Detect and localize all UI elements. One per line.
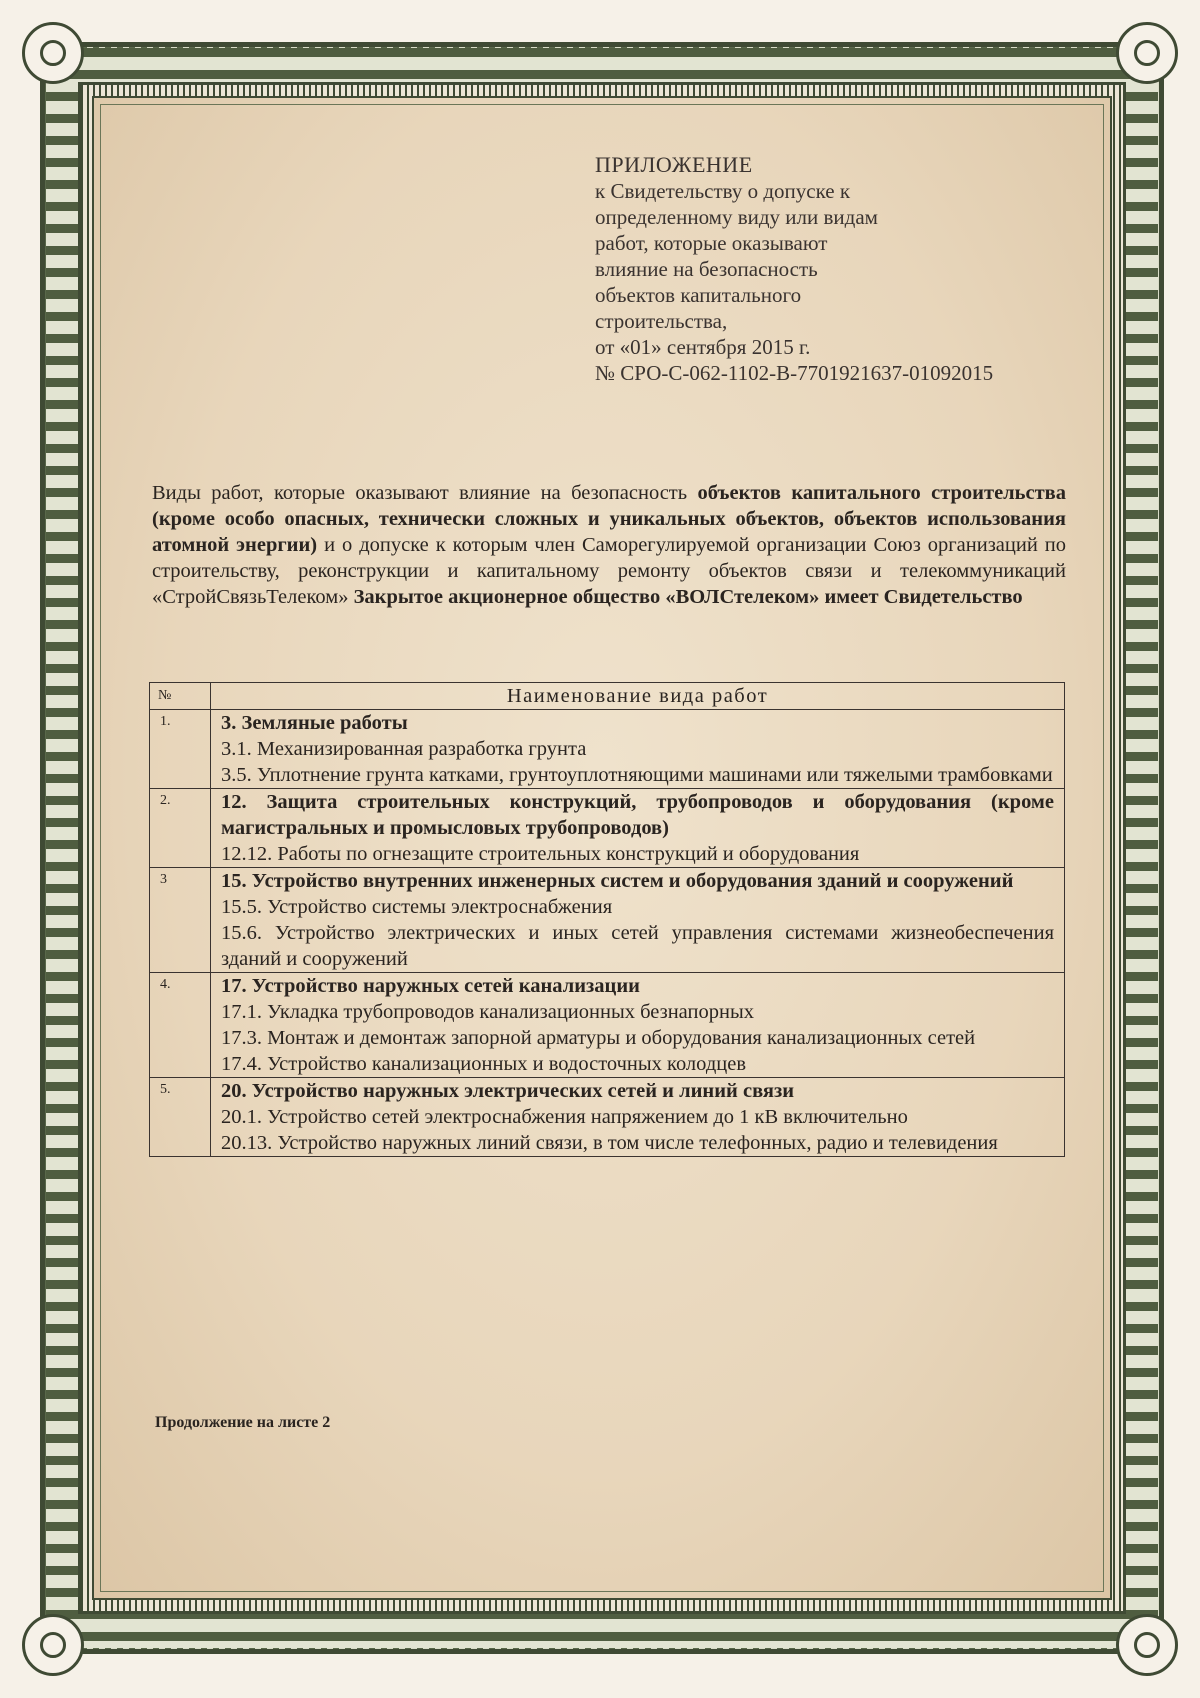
work-item: 3.1. Механизированная разработка грунта (221, 738, 587, 760)
appendix-line: к Свидетельству о допуске к (595, 179, 851, 203)
appendix-certificate-number: № СРО-С-062-1102-В-7701921637-01092015 (595, 361, 994, 385)
work-group-title: 17. Устройство наружных сетей канализации (221, 975, 640, 997)
intro-paragraph (152, 480, 1066, 610)
work-item: 15.5. Устройство системы электроснабжения (221, 896, 613, 918)
corner-ornament-icon (1116, 1614, 1178, 1676)
table-row (150, 710, 1065, 789)
row-number: 3 (150, 868, 211, 973)
intro-text: Виды работ, которые оказывают влияние на безопасность (152, 481, 698, 504)
work-item: 3.5. Уплотнение грунта катками, грунтоуплотняющими машинами или тяжелыми трамбовками (221, 764, 1053, 786)
work-item: 15.6. Устройство электрических и иных сетей управления системами жизнеобеспечения зданий и сооружений (221, 922, 1054, 970)
intro-text: и о допуске к которым член Саморегулируемой организации Союз организаций по строительству, реконструкции и капитальному ремонту объектов связи и телекоммуникаций «СтройСвязьТелеком» (152, 533, 1066, 608)
row-content (211, 710, 1065, 789)
row-content (211, 789, 1065, 868)
row-content (211, 973, 1065, 1078)
appendix-line: влияние на безопасность (595, 257, 818, 281)
intro-bold-text: объектов капитального строительства (кроме особо опасных, технически сложных и уникальных объектов, объектов использования атомной энергии) (152, 481, 1066, 556)
corner-ornament-icon (1116, 22, 1178, 84)
column-header-number: № (150, 683, 211, 710)
table-row (150, 1078, 1065, 1157)
appendix-line: от «01» сентября 2015 г. (595, 335, 811, 359)
appendix-title: ПРИЛОЖЕНИЕ (595, 152, 753, 177)
intro-company-text: Закрытое акционерное общество «ВОЛСтелеком» имеет Свидетельство (353, 585, 1023, 608)
row-number: 5. (150, 1078, 211, 1157)
corner-ornament-icon (22, 22, 84, 84)
table-row (150, 973, 1065, 1078)
work-item: 20.13. Устройство наружных линий связи, в том числе телефонных, радио и телевидения (221, 1132, 998, 1154)
work-item: 17.3. Монтаж и демонтаж запорной арматуры и оборудования канализационных сетей (221, 1027, 976, 1049)
work-group-title: 12. Защита строительных конструкций, трубопроводов и оборудования (кроме магистральных и промысловых трубопроводов) (221, 791, 1054, 839)
appendix-line: определенному виду или видам (595, 205, 878, 229)
document-content (100, 104, 1104, 1592)
row-number: 2. (150, 789, 211, 868)
appendix-header (595, 152, 1055, 386)
work-group-title: 20. Устройство наружных электрических сетей и линий связи (221, 1080, 795, 1102)
row-content (211, 1078, 1065, 1157)
work-item: 12.12. Работы по огнезащите строительных конструкций и оборудования (221, 843, 860, 865)
work-item: 17.1. Укладка трубопроводов канализационных безнапорных (221, 1001, 754, 1023)
work-item: 17.4. Устройство канализационных и водосточных колодцев (221, 1053, 746, 1075)
works-table (149, 682, 1065, 1157)
table-row (150, 868, 1065, 973)
table-row (150, 789, 1065, 868)
appendix-line: строительства, (595, 309, 728, 333)
column-header-name: Наименование вида работ (211, 683, 1065, 710)
row-number: 1. (150, 710, 211, 789)
appendix-line: объектов капитального (595, 283, 802, 307)
table-header-row (150, 683, 1065, 710)
work-item: 20.1. Устройство сетей электроснабжения напряжением до 1 кВ включительно (221, 1106, 908, 1128)
corner-ornament-icon (22, 1614, 84, 1676)
work-group-title: 3. Земляные работы (221, 712, 408, 734)
continuation-note: Продолжение на листе 2 (155, 1414, 331, 1431)
appendix-line: работ, которые оказывают (595, 231, 828, 255)
work-group-title: 15. Устройство внутренних инженерных систем и оборудования зданий и сооружений (221, 870, 1014, 892)
row-number: 4. (150, 973, 211, 1078)
row-content (211, 868, 1065, 973)
